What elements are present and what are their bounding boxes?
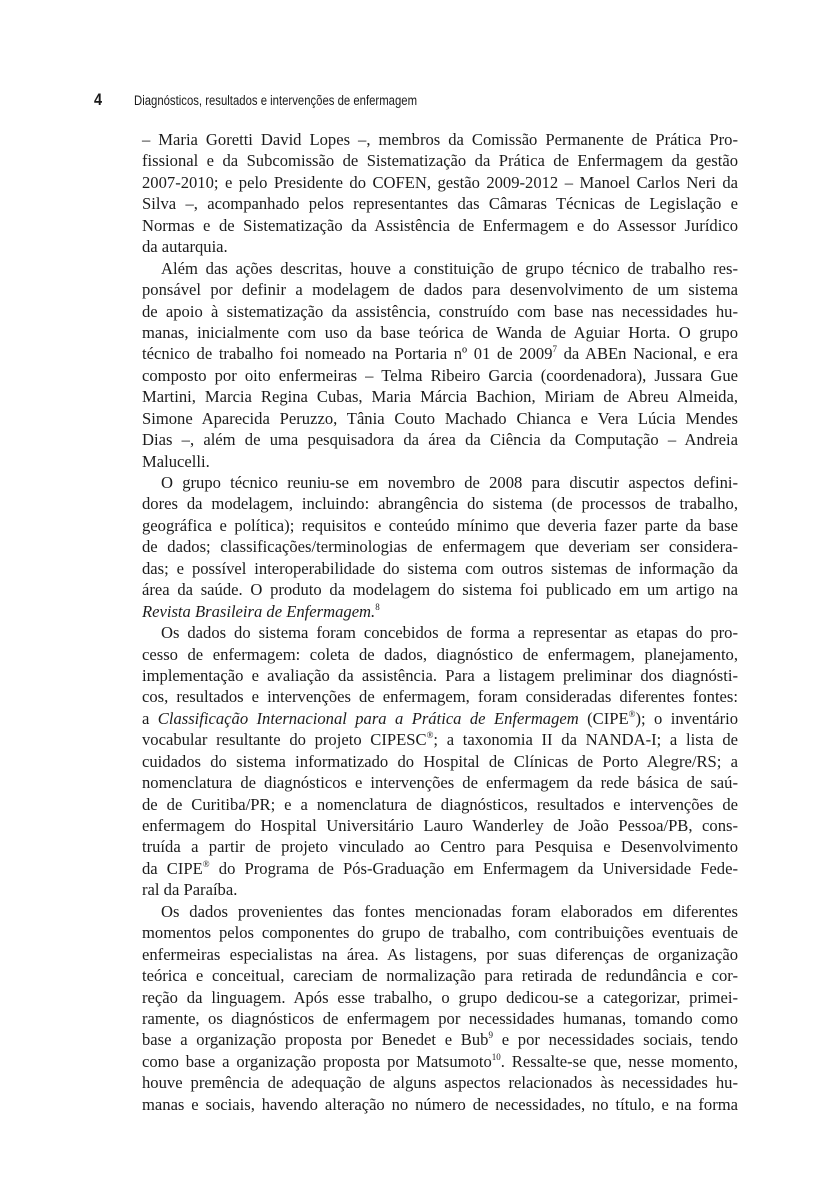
- text-line: de apoio à sistematização da assistência, construído com base nas necessidades hu-: [142, 301, 738, 321]
- text-line: ral da Paraíba.: [142, 880, 238, 900]
- text-run: a: [142, 708, 158, 728]
- body-text: [142, 129, 738, 1115]
- text-line: [142, 1051, 738, 1072]
- footnote-ref-8: 8: [375, 601, 380, 612]
- text-line: cuidados do sistema informatizado do Hospital de Clínicas de Porto Alegre/RS; a: [142, 751, 738, 771]
- text-line: Os dados do sistema foram concebidos de forma a representar as etapas do pro-: [161, 623, 738, 643]
- text-run: . Ressalte-se que, nesse momento,: [500, 1051, 738, 1071]
- text-line: Simone Aparecida Peruzzo, Tânia Couto Machado Chianca e Vera Lúcia Mendes: [142, 408, 738, 428]
- text-line: 2007-2010; e pelo Presidente do COFEN, gestão 2009-2012 – Manoel Carlos Neri da: [142, 172, 738, 192]
- text-line: ponsável por definir a modelagem de dados para desenvolvimento de um sistema: [142, 280, 738, 300]
- text-line: [142, 343, 738, 364]
- text-line: Martini, Marcia Regina Cubas, Maria Márcia Bachion, Miriam de Abreu Almeida,: [142, 387, 738, 407]
- text-line: cos, resultados e intervenções de enfermagem, foram consideradas diferentes fontes:: [142, 687, 738, 707]
- text-line: [142, 858, 738, 879]
- text-line: dores da modelagem, incluindo: abrangência do sistema (de processos de trabalho,: [142, 494, 738, 514]
- paragraph: [142, 901, 738, 1115]
- page-number: 4: [94, 90, 103, 109]
- text-run: ); o inventário: [635, 708, 738, 728]
- text-line: ramente, os diagnósticos de enfermagem por necessidades humanas, tomando como: [142, 1008, 738, 1028]
- text-line: [142, 601, 738, 622]
- text-line: [142, 708, 738, 729]
- text-run: como base a organização proposta por Matsumoto: [142, 1051, 492, 1071]
- text-run: vocabular resultante do projeto CIPESC: [142, 730, 427, 750]
- running-title: Diagnósticos, resultados e intervenções de enfermagem: [134, 93, 418, 108]
- text-line: – Maria Goretti David Lopes –, membros da Comissão Permanente de Prática Pro-: [142, 130, 738, 149]
- text-line: de dados; classificações/terminologias de enfermagem que deveriam ser considera-: [142, 537, 738, 557]
- text-run: técnico de trabalho foi nomeado na Portaria nº 01 de 2009: [142, 344, 553, 364]
- text-line: Malucelli.: [142, 451, 210, 471]
- text-run: do Programa de Pós-Graduação em Enfermagem da Universidade Fede-: [209, 858, 738, 878]
- registered-mark: ®: [202, 858, 210, 869]
- footnote-ref-7: 7: [552, 344, 557, 355]
- footnote-ref-10: 10: [491, 1051, 501, 1062]
- footnote-ref-9: 9: [488, 1030, 493, 1041]
- text-line: fissional e da Subcomissão de Sistematização da Prática de Enfermagem da gestão: [142, 151, 738, 171]
- text-line: enfermeiras especialistas na área. As listagens, por suas diferenças de organização: [142, 944, 738, 964]
- text-line: [142, 1029, 738, 1050]
- text-line: geográfica e política); requisitos e conteúdo mínimo que deveria fazer parte da base: [142, 515, 738, 535]
- paragraph: [142, 129, 738, 258]
- text-line: composto por oito enfermeiras – Telma Ribeiro Garcia (coordenadora), Jussara Gue: [142, 365, 738, 385]
- text-line: Dias –, além de uma pesquisadora da área da Ciência da Computação – Andreia: [142, 430, 738, 450]
- text-run: da ABEn Nacional, e era: [557, 344, 738, 364]
- text-line: de de Curitiba/PR; e a nomenclatura de diagnósticos, resultados e intervenções de: [142, 794, 738, 814]
- text-line: teórica e conceitual, careciam de normalização para retirada de redundância e cor-: [142, 966, 738, 986]
- text-line: cesso de enfermagem: coleta de dados, diagnóstico de enfermagem, planejamento,: [142, 644, 738, 664]
- text-line: [142, 729, 738, 750]
- text-run: e por necessidades sociais, tendo: [492, 1030, 738, 1050]
- text-run: ; a taxonomia II da NANDA-I; a lista de: [433, 730, 738, 750]
- text-line: nomenclatura de diagnósticos e intervenções de enfermagem da rede básica de saú-: [142, 773, 738, 793]
- classification-title: Classificação Internacional para a Prática de Enfermagem: [157, 708, 579, 728]
- text-line: Silva –, acompanhado pelos representantes das Câmaras Técnicas de Legislação e: [142, 194, 738, 214]
- registered-mark: ®: [628, 708, 636, 719]
- text-line: da autarquia.: [142, 237, 228, 257]
- text-line: das; e possível interoperabilidade do sistema com outros sistemas de informação da: [142, 558, 738, 578]
- text-run: base a organização proposta por Benedet e Bub: [142, 1030, 489, 1050]
- text-line: Além das ações descritas, houve a constituição de grupo técnico de trabalho res-: [161, 258, 738, 278]
- paragraph: [142, 472, 738, 622]
- paragraph: [142, 622, 738, 901]
- text-line: Normas e de Sistematização da Assistência de Enfermagem e do Assessor Jurídico: [142, 215, 738, 235]
- text-line: Os dados provenientes das fontes mencionadas foram elaborados em diferentes: [161, 901, 738, 921]
- text-line: área da saúde. O produto da modelagem do sistema foi publicado em um artigo na: [142, 580, 738, 600]
- text-line: reção da linguagem. Após esse trabalho, o grupo dedicou-se a categorizar, primei-: [142, 987, 738, 1007]
- journal-title: Revista Brasileira de Enfermagem.: [142, 601, 376, 621]
- text-line: truída a partir de projeto vinculado ao Centro para Pesquisa e Desenvolvimento: [142, 837, 738, 857]
- text-run: da CIPE: [142, 858, 203, 878]
- paragraph: [142, 258, 738, 472]
- text-line: implementação e avaliação da assistência. Para a listagem preliminar dos diagnósti-: [142, 665, 738, 685]
- text-line: enfermagem do Hospital Universitário Lauro Wanderley de João Pessoa/PB, cons-: [142, 816, 738, 835]
- text-line: manas, inicialmente com uso da base teórica de Wanda de Aguiar Horta. O grupo: [142, 322, 738, 342]
- text-line: O grupo técnico reuniu-se em novembro de 2008 para discutir aspectos defini-: [161, 473, 738, 492]
- text-line: houve premência de adequação de alguns aspectos relacionados às necessidades hu-: [142, 1073, 738, 1093]
- text-run: (CIPE: [578, 708, 629, 728]
- text-line: momentos pelos componentes do grupo de trabalho, com contribuições eventuais de: [142, 923, 738, 943]
- running-header: [94, 90, 471, 114]
- text-line: manas e sociais, havendo alteração no número de necessidades, no título, e na forma: [142, 1094, 738, 1114]
- registered-mark: ®: [426, 730, 434, 741]
